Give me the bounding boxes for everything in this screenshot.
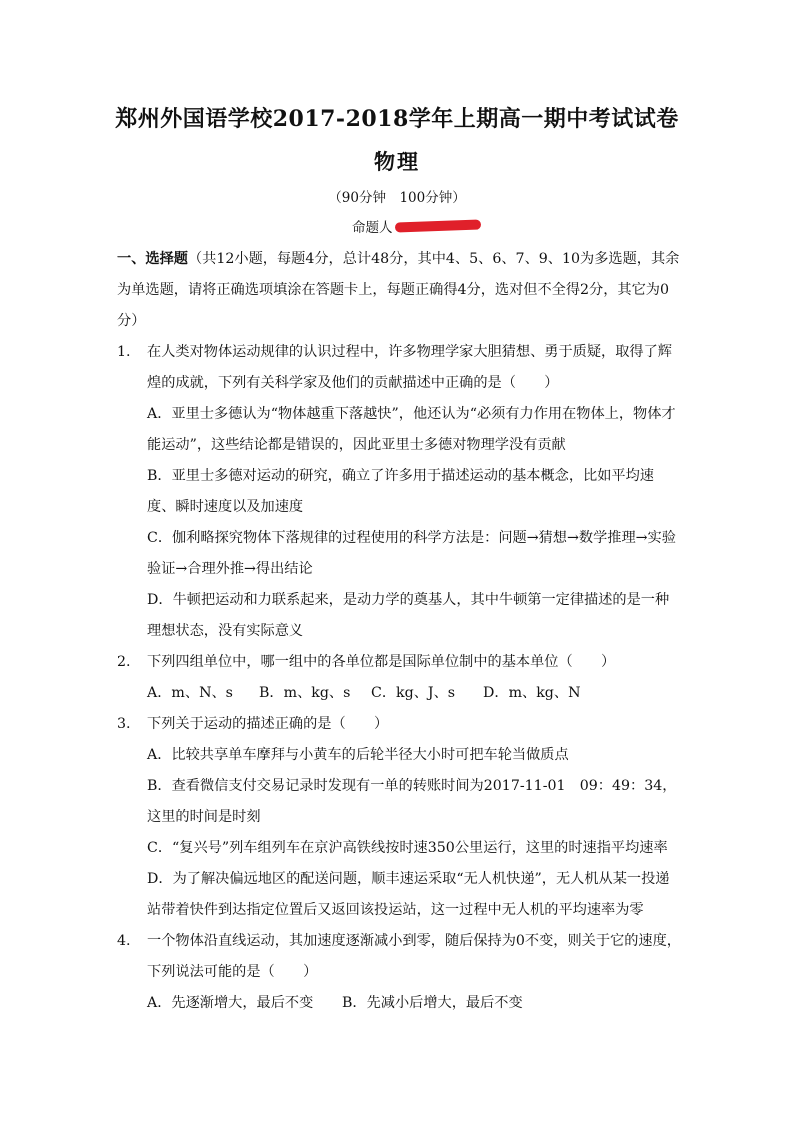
option-b: B．查看微信支付交易记录时发现有一单的转账时间为2017-11-01 09：49：34，这里的时间是时刻	[147, 778, 677, 825]
option-b: B．先减小后增大，最后不变	[342, 995, 523, 1011]
question-3	[117, 709, 682, 740]
question-number: 3.	[117, 716, 131, 732]
subject-title: 物理	[374, 149, 420, 174]
option-a: A．亚里士多德认为“物体越重下落越快”，他还认为“必须有力作用在物体上，物体才能运动”，这些结论都是错误的，因此亚里士多德对物理学没有贡献	[147, 406, 676, 453]
option-d: D．牛顿把运动和力联系起来，是动力学的奠基人，其中牛顿第一定律描述的是一种理想状态，没有实际意义	[147, 592, 670, 639]
question-setter	[352, 216, 481, 236]
section-instructions: （共12小题，每题4分，总计48分，其中4、5、6、7、9、10为多选题，其余为单选题，请将正确选项填涂在答题卡上，每题正确得4分，选对但不全得2分，其它为0分）	[117, 251, 680, 329]
option-b: B．亚里士多德对运动的研究，确立了许多用于描述运动的基本概念，比如平均速度、瞬时速度以及加速度	[147, 468, 654, 515]
option-b: B．m、kg、s	[259, 685, 351, 701]
question-number: 1.	[117, 344, 131, 360]
option-a: A．先逐渐增大，最后不变	[147, 995, 314, 1011]
question-stem: 下列关于运动的描述正确的是（ ）	[147, 716, 389, 732]
options-row	[117, 678, 682, 709]
section-title: 一、选择题	[117, 251, 188, 267]
option-c: C．“复兴号”列车组列车在京沪高铁线按时速350公里运行，这里的时速指平均速率	[147, 840, 668, 856]
question-4	[117, 926, 682, 988]
question-stem: 一个物体沿直线运动，其加速度逐渐减小到零，随后保持为0不变，则关于它的速度，下列说法可能的是（ ）	[147, 933, 681, 980]
option-c: C．kg、J、s	[371, 685, 456, 701]
setter-label: 命题人	[352, 220, 393, 236]
option-a: A．比较共享单车摩拜与小黄车的后轮半径大小时可把车轮当做质点	[147, 747, 569, 763]
redaction-mark	[394, 220, 480, 233]
option-a: A．m、N、s	[147, 685, 233, 701]
section-heading	[117, 244, 682, 337]
option-d: D．为了解决偏远地区的配送问题，顺丰速运采取“无人机快递”，无人机从某一投递站带着快件到达指定位置后又返回该投运站，这一过程中无人机的平均速率为零	[147, 871, 670, 918]
exam-title: 郑州外国语学校2017-2018学年上期高一期中考试试卷	[115, 106, 679, 132]
exam-content	[117, 244, 682, 1019]
question-stem: 下列四组单位中，哪一组中的各单位都是国际单位制中的基本单位（ ）	[147, 654, 616, 670]
exam-duration: （90分钟 100分钟）	[328, 190, 466, 206]
question-number: 2.	[117, 654, 131, 670]
option-c: C．伽利略探究物体下落规律的过程使用的科学方法是：问题→猜想→数学推理→实验验证→合理外推→得出结论	[147, 530, 676, 577]
question-1	[117, 337, 682, 399]
question-2	[117, 647, 682, 678]
options-row	[117, 988, 682, 1019]
question-stem: 在人类对物体运动规律的认识过程中，许多物理学家大胆猜想、勇于质疑，取得了辉煌的成就，下列有关科学家及他们的贡献描述中正确的是（ ）	[147, 344, 672, 391]
option-d: D．m、kg、N	[483, 685, 581, 701]
question-number: 4.	[117, 933, 131, 949]
